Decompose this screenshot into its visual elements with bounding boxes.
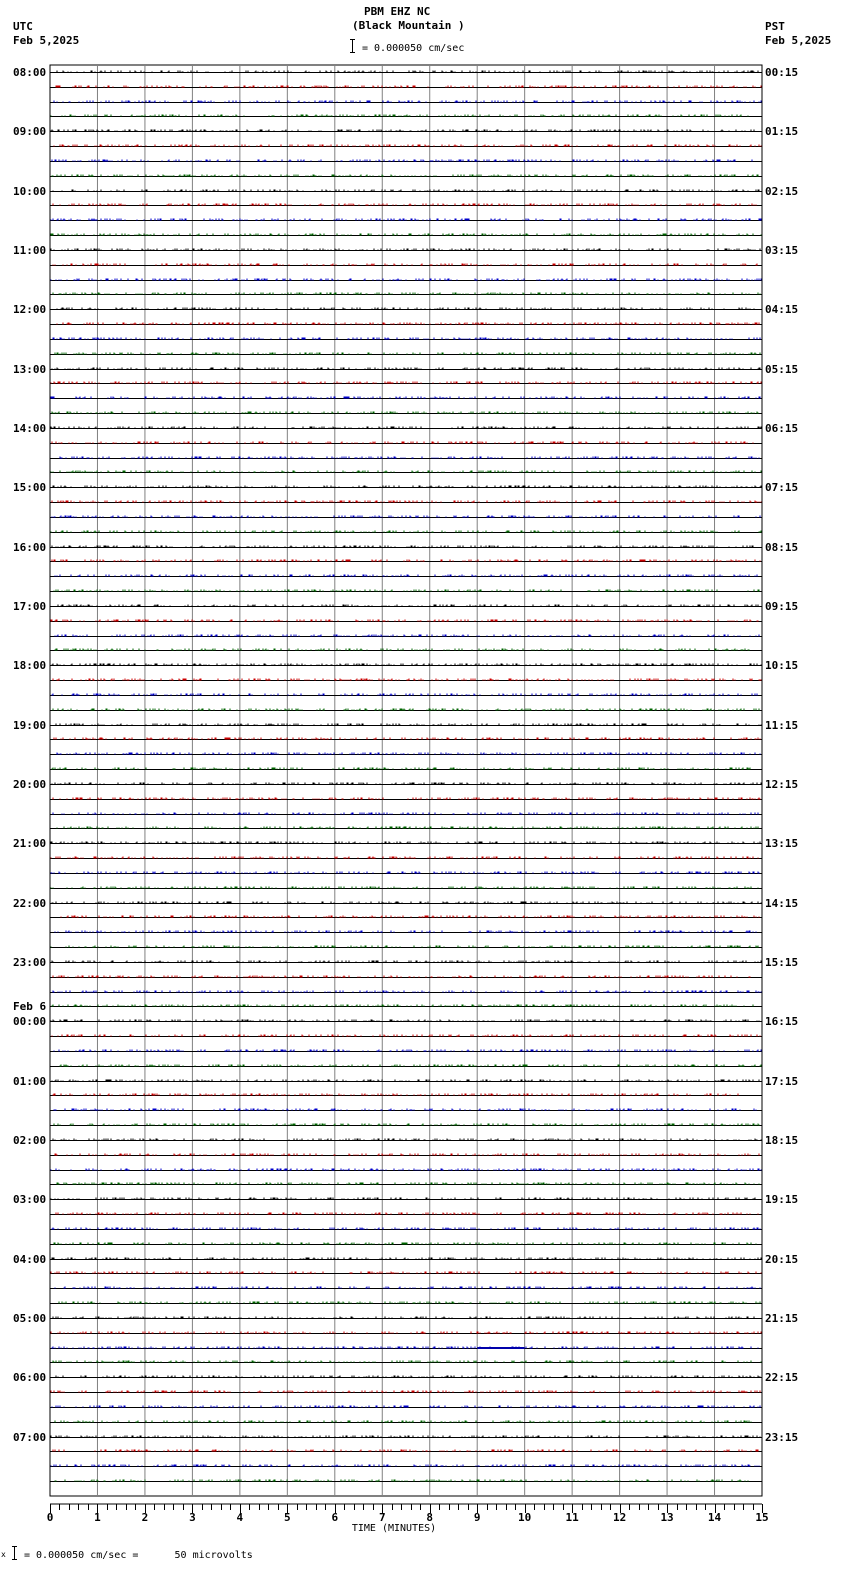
utc-hour-label: 13:00 xyxy=(13,363,47,376)
utc-hour-label: 23:00 xyxy=(13,956,47,969)
utc-hour-label: 05:00 xyxy=(13,1312,47,1325)
pst-hour-label: 04:15 xyxy=(765,303,799,316)
utc-hour-label: 04:00 xyxy=(13,1253,47,1266)
pst-hour-label: 11:15 xyxy=(765,719,799,732)
date-change-label: Feb 6 xyxy=(13,1000,47,1013)
footer-prefix: x xyxy=(1,1550,6,1559)
pst-hour-label: 18:15 xyxy=(765,1134,799,1147)
left-date: Feb 5,2025 xyxy=(13,34,80,47)
utc-hour-label: 01:00 xyxy=(13,1075,47,1088)
footer-scale-bar-icon xyxy=(14,1546,15,1560)
x-tick-label: 3 xyxy=(189,1511,196,1524)
right-timezone: PST xyxy=(765,20,785,33)
x-tick-label: 13 xyxy=(660,1511,674,1524)
scale-text: = 0.000050 cm/sec xyxy=(362,43,465,54)
pst-hour-label: 23:15 xyxy=(765,1431,799,1444)
utc-hour-label: 06:00 xyxy=(13,1371,47,1384)
pst-hour-label: 00:15 xyxy=(765,66,799,79)
pst-hour-label: 09:15 xyxy=(765,600,799,613)
right-date: Feb 5,2025 xyxy=(765,34,832,47)
x-tick-label: 2 xyxy=(141,1511,149,1524)
pst-hour-label: 07:15 xyxy=(765,481,799,494)
pst-hour-label: 08:15 xyxy=(765,541,799,554)
x-tick-label: 11 xyxy=(565,1511,579,1524)
pst-hour-label: 17:15 xyxy=(765,1075,799,1088)
x-tick-label: 7 xyxy=(378,1511,386,1524)
utc-hour-label: 18:00 xyxy=(13,659,47,672)
utc-hour-label: 02:00 xyxy=(13,1134,47,1147)
pst-hour-label: 14:15 xyxy=(765,897,799,910)
pst-hour-label: 03:15 xyxy=(765,244,799,257)
x-tick-label: 15 xyxy=(755,1511,769,1524)
utc-hour-label: 22:00 xyxy=(13,897,47,910)
utc-hour-label: 20:00 xyxy=(13,778,47,791)
pst-hour-label: 21:15 xyxy=(765,1312,799,1325)
station-title: PBM EHZ NC xyxy=(364,5,431,18)
utc-hour-label: 12:00 xyxy=(13,303,47,316)
utc-hour-label: 08:00 xyxy=(13,66,47,79)
utc-hour-label: 09:00 xyxy=(13,125,47,138)
utc-hour-label: 17:00 xyxy=(13,600,47,613)
x-tick-label: 8 xyxy=(426,1511,434,1524)
utc-hour-label: 19:00 xyxy=(13,719,47,732)
utc-hour-label: 10:00 xyxy=(13,185,47,198)
utc-hour-label: 00:00 xyxy=(13,1015,47,1028)
pst-hour-label: 13:15 xyxy=(765,837,799,850)
utc-hour-label: 07:00 xyxy=(13,1431,47,1444)
pst-hour-label: 15:15 xyxy=(765,956,799,969)
x-axis-title: TIME (MINUTES) xyxy=(351,1523,437,1534)
x-tick-label: 12 xyxy=(612,1511,627,1524)
x-tick-label: 14 xyxy=(707,1511,722,1524)
pst-hour-label: 10:15 xyxy=(765,659,799,672)
pst-hour-label: 12:15 xyxy=(765,778,799,791)
x-tick-label: 6 xyxy=(331,1511,339,1524)
utc-hour-label: 16:00 xyxy=(13,541,47,554)
x-tick-label: 0 xyxy=(46,1511,54,1524)
station-location: (Black Mountain ) xyxy=(352,19,465,32)
utc-hour-label: 14:00 xyxy=(13,422,47,435)
x-tick-label: 4 xyxy=(236,1511,244,1524)
pst-hour-label: 02:15 xyxy=(765,185,799,198)
x-tick-label: 1 xyxy=(94,1511,101,1524)
pst-hour-label: 05:15 xyxy=(765,363,799,376)
pst-hour-label: 22:15 xyxy=(765,1371,799,1384)
pst-hour-label: 16:15 xyxy=(765,1015,799,1028)
utc-hour-label: 11:00 xyxy=(13,244,47,257)
x-tick-label: 5 xyxy=(284,1511,291,1524)
left-timezone: UTC xyxy=(13,20,33,33)
utc-hour-label: 21:00 xyxy=(13,837,47,850)
pst-hour-label: 01:15 xyxy=(765,125,799,138)
pst-hour-label: 19:15 xyxy=(765,1193,799,1206)
pst-hour-label: 06:15 xyxy=(765,422,799,435)
footer-scale-text: = 0.000050 cm/sec = 50 microvolts xyxy=(24,1550,253,1561)
pst-hour-label: 20:15 xyxy=(765,1253,799,1266)
x-tick-label: 10 xyxy=(518,1511,532,1524)
utc-hour-label: 03:00 xyxy=(13,1193,47,1206)
utc-hour-label: 15:00 xyxy=(13,481,47,494)
x-tick-label: 9 xyxy=(473,1511,481,1524)
